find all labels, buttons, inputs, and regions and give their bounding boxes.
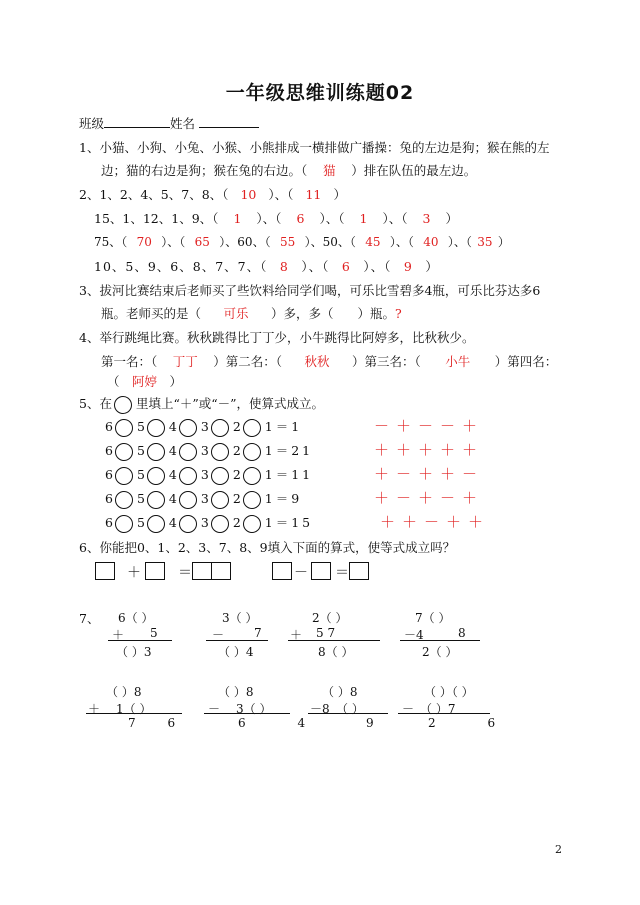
q5-operator-circle[interactable] bbox=[211, 515, 229, 533]
q5-operator-circle[interactable] bbox=[115, 491, 133, 509]
q7-p5-top: （ ）8 bbox=[106, 685, 142, 699]
q7-p3-rule bbox=[288, 640, 380, 641]
q7-label: 7、 bbox=[79, 611, 100, 626]
q5-operator-circle[interactable] bbox=[115, 419, 133, 437]
q2-row2-prefix: 15、1、12、1、9、（ bbox=[94, 211, 219, 226]
q4-answer-fourth: 阿婷 bbox=[132, 374, 158, 389]
q4-third-label: ）第三名：（ bbox=[352, 354, 421, 369]
q6-box[interactable] bbox=[95, 562, 115, 580]
q5-number: 2 bbox=[232, 419, 241, 434]
q4-open-paren: （ bbox=[107, 374, 120, 389]
q7-p4-op: －4 bbox=[404, 628, 424, 642]
q6-box[interactable] bbox=[272, 562, 292, 580]
q2-row4-suffix: ） bbox=[425, 259, 439, 274]
q6-equals: ＝ bbox=[178, 565, 192, 581]
q5-number: 4 bbox=[168, 515, 177, 530]
q7-p1-top: 6（ ） bbox=[118, 611, 154, 625]
q2-row3-answer2: 65 bbox=[194, 235, 210, 249]
class-blank[interactable] bbox=[104, 115, 170, 128]
q4-second-label: ）第二名：（ bbox=[213, 354, 283, 369]
q5-circle-icon bbox=[114, 396, 132, 414]
q5-number: 6 bbox=[105, 443, 113, 458]
q5-operator-circle[interactable] bbox=[147, 419, 165, 437]
q2-row3-sep50: ）、50、（ bbox=[304, 235, 356, 249]
q2-row3-sep: ）、（ bbox=[447, 235, 472, 249]
q5-operator-circle[interactable] bbox=[243, 515, 261, 533]
q3-text-mid: ）多，多（ bbox=[271, 306, 334, 321]
q2-row1-answer1: 10 bbox=[240, 187, 257, 202]
q1-line2 bbox=[101, 161, 476, 179]
q7-p8-mid: （ ）7 bbox=[420, 702, 456, 716]
page-title: 一年级思维训练题02 bbox=[225, 82, 415, 104]
q7-p2-result: （ ）4 bbox=[218, 645, 254, 659]
q7-p5-result: 7 6 bbox=[128, 716, 190, 730]
q7-p1-mid: 5 bbox=[150, 626, 158, 640]
q5-operators-answer: ＋＋＋＋＋ bbox=[374, 441, 485, 459]
q2-row3-suffix: ） bbox=[497, 235, 510, 249]
q5-number: 5 bbox=[136, 515, 145, 530]
q1-text-post: ）排在队伍的最左边。 bbox=[351, 163, 477, 178]
q6-box[interactable] bbox=[349, 562, 369, 580]
q4-line1: 4、举行跳绳比赛。秋秋跳得比丁丁少，小牛跳得比阿婷多，比秋秋少。 bbox=[79, 330, 475, 345]
q7-p7-result: 9 bbox=[366, 716, 374, 730]
q3-answer: 可乐 bbox=[223, 306, 249, 321]
q5-text-post: 里填上“＋”或“－”，使算式成立。 bbox=[135, 396, 325, 411]
q7-p8-op: － bbox=[402, 702, 415, 716]
q2-row2-answer2: 6 bbox=[296, 211, 305, 226]
q2-row2-answer1: 1 bbox=[233, 211, 242, 226]
q6-equals: ＝ bbox=[335, 565, 349, 581]
q2-row4-answer2: 6 bbox=[341, 259, 351, 274]
q5-number: 2 bbox=[232, 491, 241, 506]
q2-row3-answer4: 45 bbox=[365, 235, 381, 249]
q2-row3-answer1: 70 bbox=[136, 235, 152, 249]
q6-instruction: 6、你能把0、1、2、3、7、8、9填入下面的算式，使等式成立吗？ bbox=[79, 540, 456, 555]
q1-line1: 1、小猫、小狗、小兔、小猴、小熊排成一横排做广播操：兔的左边是狗；猴在熊的左 bbox=[79, 140, 550, 155]
q2-row2-sep: ）、（ bbox=[319, 211, 345, 226]
q2-row4-answer3: 9 bbox=[403, 259, 413, 274]
q5-number: 5 bbox=[136, 467, 145, 482]
q2-row4 bbox=[94, 257, 439, 275]
q7-p2-rule bbox=[206, 640, 268, 641]
q2-row2-answer3: 1 bbox=[359, 211, 368, 226]
q4-answer-third: 小牛 bbox=[445, 354, 471, 369]
q4-fourth-line bbox=[107, 372, 182, 390]
q2-row3-sep: ）、（ bbox=[161, 235, 186, 249]
q2-row3-prefix: 75、（ bbox=[94, 235, 128, 249]
q5-operator-circle[interactable] bbox=[147, 443, 165, 461]
q5-operator-circle[interactable] bbox=[243, 419, 261, 437]
q5-operator-circle[interactable] bbox=[211, 419, 229, 437]
class-label: 班级 bbox=[79, 116, 105, 131]
q5-row bbox=[105, 489, 302, 509]
q5-number: 2 bbox=[232, 443, 241, 458]
q5-number: 3 bbox=[200, 515, 209, 530]
q7-p1-rule bbox=[108, 640, 172, 641]
q5-number: 3 bbox=[200, 467, 209, 482]
q5-rhs: 1＝15 bbox=[264, 515, 314, 530]
page-number: 2 bbox=[555, 843, 562, 856]
q6-plus: ＋ bbox=[127, 565, 141, 581]
q5-rhs: 1＝9 bbox=[264, 491, 303, 506]
q5-operator-circle[interactable] bbox=[211, 467, 229, 485]
q5-row bbox=[105, 465, 313, 485]
q2-row4-answer1: 8 bbox=[279, 259, 289, 274]
q2-row3 bbox=[94, 233, 510, 250]
q5-row bbox=[105, 441, 313, 461]
q7-p1-op: ＋ bbox=[112, 628, 125, 642]
q5-operators-answer: －＋－－＋ bbox=[374, 417, 485, 435]
q7-p8-top: （ ）（ ） bbox=[424, 685, 474, 699]
q4-rank-line bbox=[101, 352, 557, 370]
name-blank[interactable] bbox=[199, 115, 259, 128]
q7-p4-rule bbox=[400, 640, 480, 641]
q2-row2-sep: ）、（ bbox=[382, 211, 408, 226]
q6-minus: － bbox=[294, 565, 308, 581]
q2-row2-answer4: 3 bbox=[422, 211, 431, 226]
q2-row2 bbox=[94, 209, 458, 227]
q7-p3-result: 8（ ） bbox=[318, 645, 354, 659]
q6-box[interactable] bbox=[311, 562, 331, 580]
q5-rhs: 1＝11 bbox=[264, 467, 314, 482]
q5-operator-circle[interactable] bbox=[147, 491, 165, 509]
q5-number: 4 bbox=[168, 467, 177, 482]
q5-row bbox=[105, 513, 313, 533]
q5-number: 5 bbox=[136, 419, 145, 434]
name-label: 姓名 bbox=[170, 116, 196, 131]
q2-row1-sep: ）、（ bbox=[268, 187, 294, 202]
q5-operator-circle[interactable] bbox=[115, 467, 133, 485]
q7-p3-op: ＋ bbox=[290, 628, 303, 642]
q7-p6-result: 6 4 bbox=[238, 716, 330, 730]
q5-rhs: 1＝21 bbox=[264, 443, 314, 458]
q4-close-paren: ） bbox=[169, 374, 183, 389]
q2-row3-sep: ）、（ bbox=[389, 235, 414, 249]
q3-line2 bbox=[101, 304, 402, 322]
q3-text-post: ）瓶。 bbox=[357, 306, 396, 321]
q5-number: 4 bbox=[168, 419, 177, 434]
q7-p5-rule bbox=[86, 713, 182, 714]
q5-operator-circle[interactable] bbox=[179, 443, 197, 461]
q5-number: 3 bbox=[200, 419, 209, 434]
q7-p7-rule bbox=[308, 713, 388, 714]
q7-p1-result: （ ）3 bbox=[116, 645, 152, 659]
q5-number: 3 bbox=[200, 443, 209, 458]
q7-p7-mid: （ ） bbox=[336, 702, 364, 716]
q3-question-mark: ? bbox=[395, 306, 402, 321]
q2-row3-answer6: 35 bbox=[477, 235, 493, 249]
q5-operator-circle[interactable] bbox=[179, 419, 197, 437]
q7-p7-top: （ ）8 bbox=[322, 685, 358, 699]
q5-number: 6 bbox=[105, 467, 113, 482]
q5-operator-circle[interactable] bbox=[147, 515, 165, 533]
q5-operators-answer: ＋－＋＋－ bbox=[374, 465, 485, 483]
q5-text-pre: 5、在 bbox=[79, 396, 112, 411]
q2-row4-prefix: 10、5、9、6、8、7、7、（ bbox=[94, 259, 268, 274]
q5-row bbox=[105, 417, 302, 437]
q2-row2-suffix: ） bbox=[445, 211, 458, 226]
q7-p8-result: 2 6 bbox=[428, 716, 520, 730]
q2-row1-answer2: 11 bbox=[305, 187, 322, 202]
q1-answer: 猫 bbox=[323, 163, 336, 178]
q2-row3-answer5: 40 bbox=[423, 235, 439, 249]
q5-number: 3 bbox=[200, 491, 209, 506]
q5-operator-circle[interactable] bbox=[179, 467, 197, 485]
q7-p2-op: － bbox=[212, 628, 225, 642]
q7-p3-mid: 5 7 bbox=[316, 626, 336, 640]
q4-answer-first: 丁丁 bbox=[172, 354, 198, 369]
q5-number: 6 bbox=[105, 491, 113, 506]
q2-row3-answer3: 55 bbox=[279, 235, 296, 249]
q4-answer-second: 秋秋 bbox=[304, 354, 330, 369]
q7-p5-op: ＋ bbox=[88, 702, 101, 716]
q2-row3-sep60: ）、60、（ bbox=[219, 235, 271, 249]
q6-box[interactable] bbox=[145, 562, 165, 580]
q5-number: 5 bbox=[136, 443, 145, 458]
q5-operator-circle[interactable] bbox=[115, 443, 133, 461]
q5-operator-circle[interactable] bbox=[211, 491, 229, 509]
q5-operator-circle[interactable] bbox=[179, 491, 197, 509]
q6-box[interactable] bbox=[192, 562, 212, 580]
q5-number: 2 bbox=[232, 467, 241, 482]
q7-p6-top: （ ）8 bbox=[218, 685, 254, 699]
q2-row4-sep: ）、（ bbox=[363, 259, 392, 274]
q5-operator-circle[interactable] bbox=[147, 467, 165, 485]
q7-p6-op: － bbox=[208, 702, 221, 716]
q7-p4-top: 7（ ） bbox=[415, 611, 451, 625]
q7-p6-mid: 3（ ） bbox=[236, 702, 272, 716]
q7-p8-rule bbox=[398, 713, 490, 714]
q6-box[interactable] bbox=[211, 562, 231, 580]
q5-rhs: 1＝1 bbox=[264, 419, 303, 434]
q5-operator-circle[interactable] bbox=[179, 515, 197, 533]
q7-p4-mid: 8 bbox=[458, 626, 466, 640]
q3-text-pre: 瓶。老师买的是（ bbox=[101, 306, 202, 321]
q5-number: 2 bbox=[232, 515, 241, 530]
q1-text-pre: 边；猫的右边是狗；猴在兔的右边。（ bbox=[101, 163, 308, 178]
q2-row1-suffix: ） bbox=[333, 187, 346, 202]
q5-operators-answer: ＋－＋－＋ bbox=[374, 489, 485, 507]
q5-number: 4 bbox=[168, 443, 177, 458]
q5-operator-circle[interactable] bbox=[211, 443, 229, 461]
q5-operators-answer: ＋＋－＋＋ bbox=[380, 513, 491, 531]
q7-p4-result: 2（ ） bbox=[422, 645, 458, 659]
q2-row1-prefix: 2、1、2、4、5、7、8、（ bbox=[79, 187, 229, 202]
q7-p6-rule bbox=[204, 713, 290, 714]
q5-instruction bbox=[79, 394, 324, 414]
q2-row4-sep: ）、（ bbox=[301, 259, 330, 274]
q7-p5-mid: 1（ ） bbox=[116, 702, 152, 716]
q5-number: 4 bbox=[168, 491, 177, 506]
q7-p7-op: －8 bbox=[310, 702, 330, 716]
q4-fourth-label: ）第四名： bbox=[494, 354, 558, 369]
q5-number: 6 bbox=[105, 515, 113, 530]
q7-p2-mid: 7 bbox=[254, 626, 262, 640]
q7-p2-top: 3（ ） bbox=[222, 611, 258, 625]
q5-operator-circle[interactable] bbox=[243, 467, 261, 485]
q5-operator-circle[interactable] bbox=[115, 515, 133, 533]
q5-number: 6 bbox=[105, 419, 113, 434]
q2-row2-sep: ）、（ bbox=[256, 211, 282, 226]
q2-row1 bbox=[79, 185, 346, 203]
class-name-line bbox=[79, 114, 259, 132]
q5-number: 5 bbox=[136, 491, 145, 506]
q4-first-label: 第一名：（ bbox=[101, 354, 158, 369]
q5-operator-circle[interactable] bbox=[243, 443, 261, 461]
q3-line1: 3、拔河比赛结束后老师买了些饮料给同学们喝，可乐比雪碧多4瓶，可乐比芬达多6 bbox=[79, 283, 541, 298]
q7-p3-top: 2（ ） bbox=[312, 611, 348, 625]
q5-operator-circle[interactable] bbox=[243, 491, 261, 509]
